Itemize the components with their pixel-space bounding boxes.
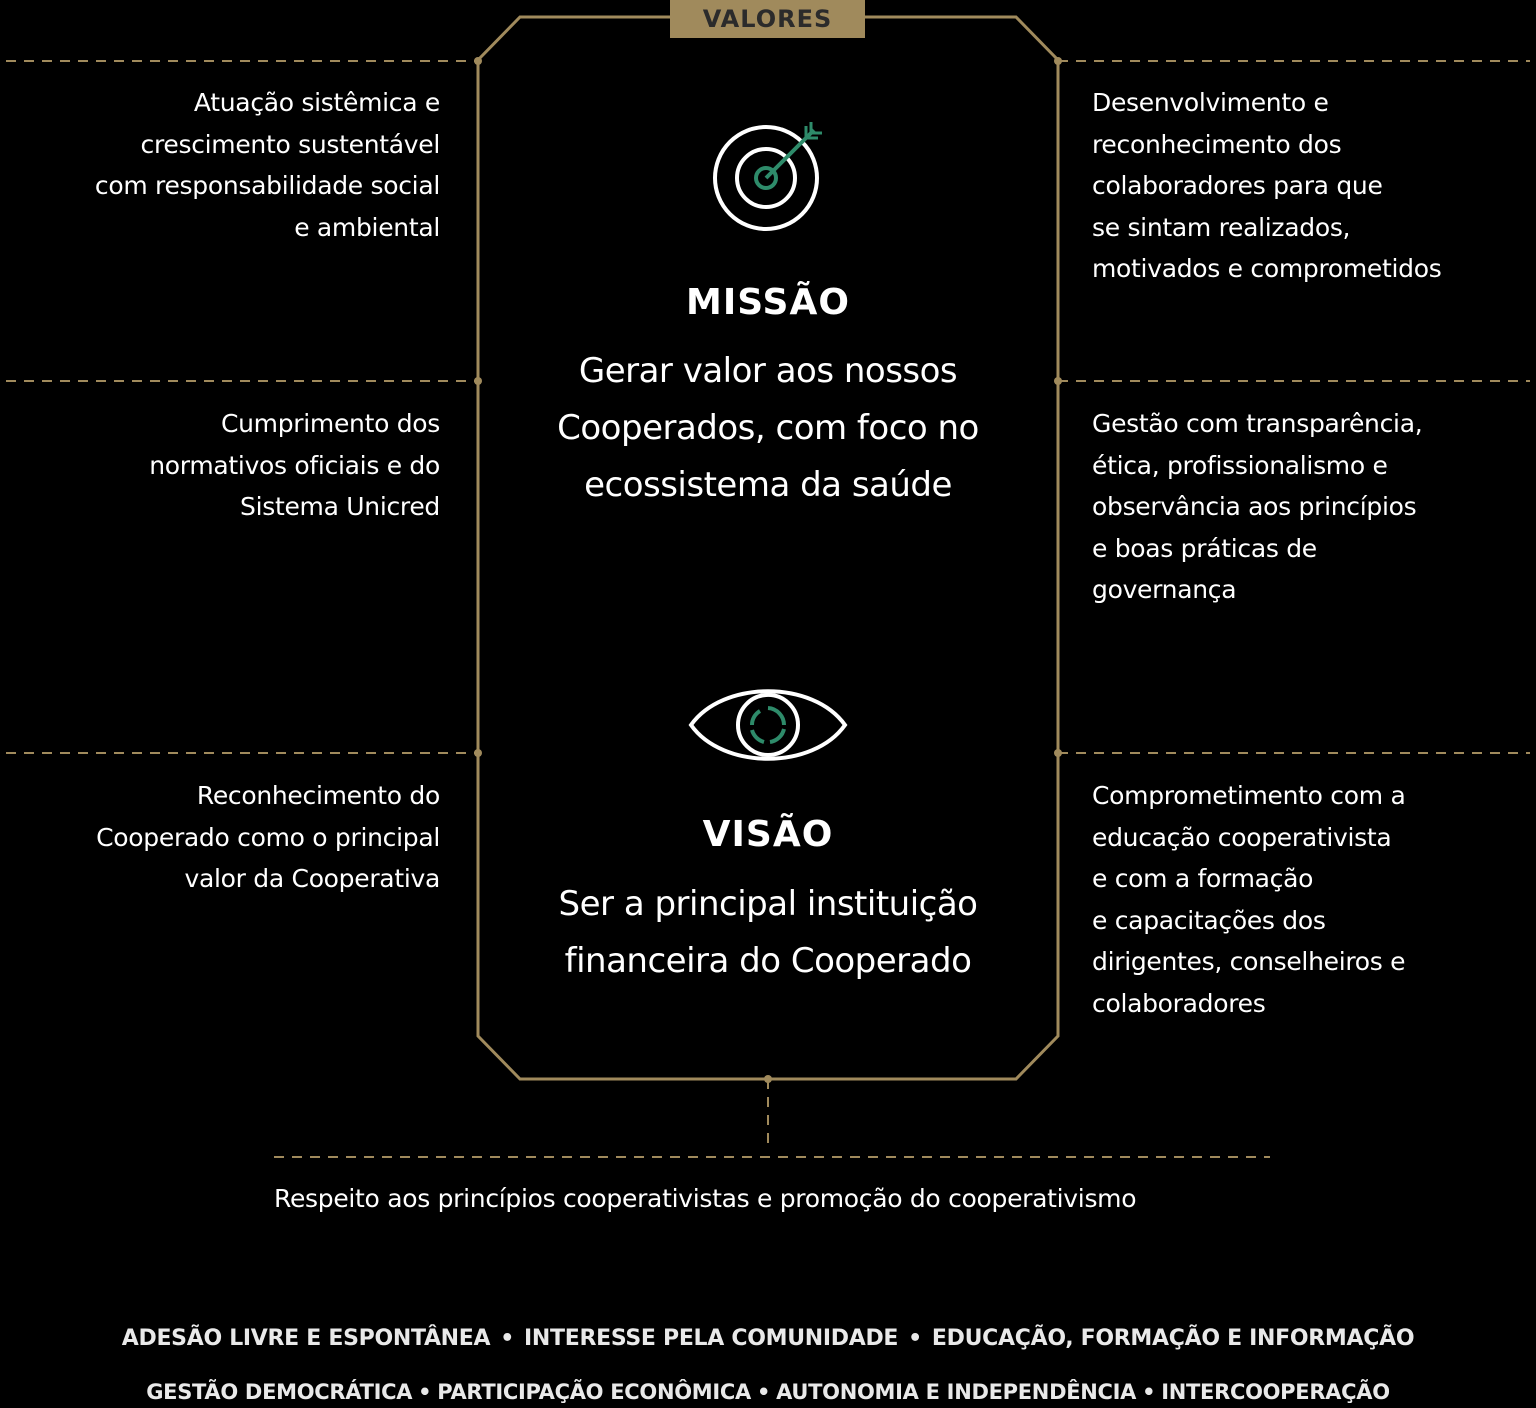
principle-item: INTERCOOPERAÇÃO: [1161, 1380, 1390, 1404]
valores-tag: VALORES: [670, 0, 865, 38]
value-left-2: Cumprimento dos normativos oficiais e do Sistema Unicred: [149, 409, 440, 521]
principle-item: EDUCAÇÃO, FORMAÇÃO E INFORMAÇÃO: [931, 1326, 1415, 1351]
mission-title: MISSÃO: [686, 282, 850, 323]
value-right-1: Desenvolvimento e reconhecimento dos colaboradores para que se sintam realizados, motivados e comprometidos: [1092, 88, 1442, 283]
principle-item: PARTICIPAÇÃO ECONÔMICA: [437, 1380, 751, 1404]
value-left-3: Reconhecimento do Cooperado como o principal valor da Cooperativa: [96, 781, 440, 893]
principle-item: ADESÃO LIVRE E ESPONTÂNEA: [121, 1326, 491, 1351]
value-bottom: Respeito aos princípios cooperativistas e promoção do cooperativismo: [274, 1184, 1137, 1213]
value-right-3: Comprometimento com a educação cooperativista e com a formação e capacitações dos dirigentes, conselheiros e colaboradores: [1092, 781, 1406, 1018]
value-right-2: Gestão com transparência, ética, profissionalismo e observância aos princípios e boas práticas de governança: [1092, 409, 1423, 604]
eye-icon: [688, 680, 848, 770]
principles-row-2: GESTÃO DEMOCRÁTICA • PARTICIPAÇÃO ECONÔMICA • AUTONOMIA E INDEPENDÊNCIA • INTERCOOPERAÇÃO: [146, 1380, 1390, 1404]
vision-text: Ser a principal instituição financeira do Cooperado: [558, 884, 978, 981]
vision-title: VISÃO: [702, 814, 834, 855]
principles-row-1: ADESÃO LIVRE E ESPONTÂNEA • INTERESSE PELA COMUNIDADE • EDUCAÇÃO, FORMAÇÃO E INFORMAÇÃO: [121, 1326, 1415, 1351]
value-left-1: Atuação sistêmica e crescimento sustentável com responsabilidade social e ambiental: [94, 88, 440, 242]
principle-item: GESTÃO DEMOCRÁTICA: [146, 1380, 413, 1404]
mission-text: Gerar valor aos nossos Cooperados, com foco no ecossistema da saúde: [557, 351, 979, 505]
principle-item: AUTONOMIA E INDEPENDÊNCIA: [776, 1380, 1137, 1404]
principle-item: INTERESSE PELA COMUNIDADE: [524, 1326, 899, 1351]
target-icon: [708, 118, 828, 238]
